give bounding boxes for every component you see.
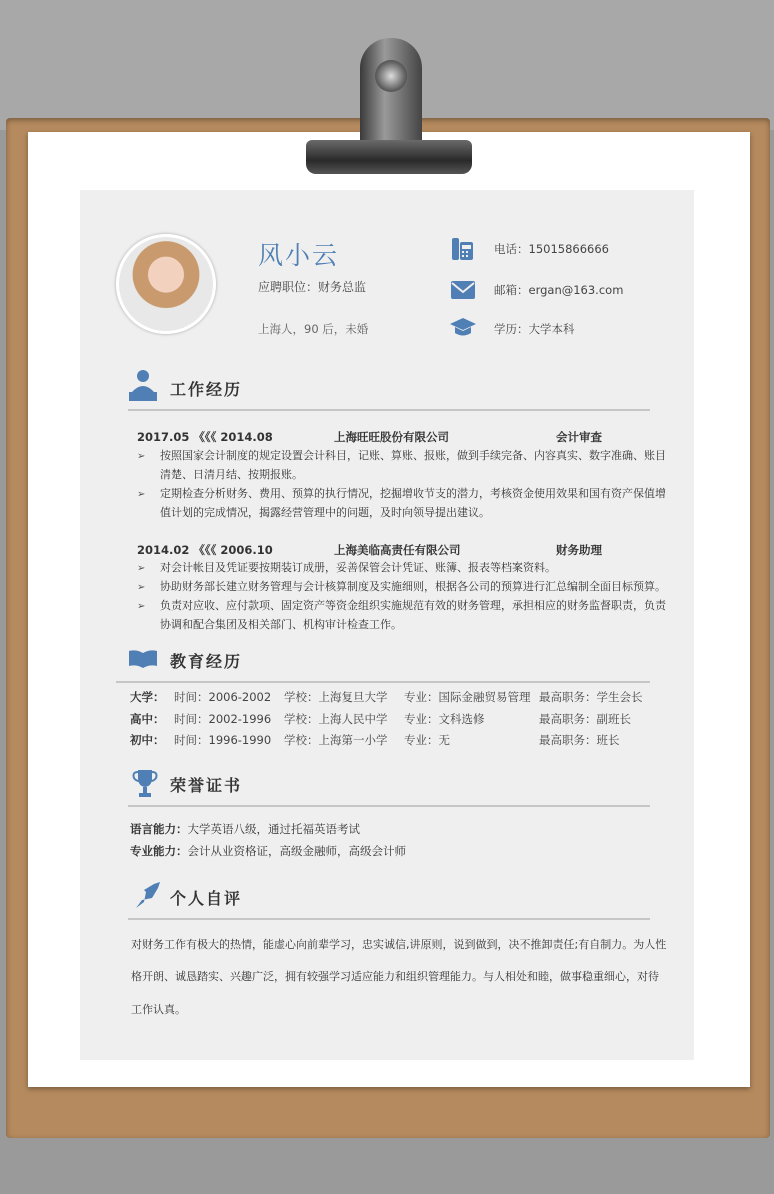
candidate-name: 风小云 bbox=[258, 241, 340, 270]
edu-2-duty: 最高职务：副班长 bbox=[539, 712, 631, 726]
edu-1-duty: 最高职务：学生会长 bbox=[539, 690, 643, 704]
bullet-icon: ➢ bbox=[137, 489, 146, 500]
edu-2-major: 专业：文科选修 bbox=[404, 712, 485, 726]
worker-icon bbox=[128, 368, 158, 402]
work-2-line: 负责对应收、应付款项、固定资产等资金组织实施规范有效的财务管理，承担相应的财务监督职责，负责 bbox=[160, 599, 666, 612]
phone-icon bbox=[450, 236, 474, 262]
work-2-company: 上海美临高责任有限公司 bbox=[334, 543, 461, 557]
edu-3-duty: 最高职务：班长 bbox=[539, 733, 620, 747]
clip-arm bbox=[360, 38, 422, 146]
education-level-text: 学历：大学本科 bbox=[494, 322, 575, 336]
applied-position: 应聘职位：财务总监 bbox=[258, 280, 367, 294]
divider bbox=[116, 681, 650, 683]
email-icon bbox=[450, 280, 476, 300]
honor-language-text: 大学英语八级，通过托福英语考试 bbox=[187, 822, 360, 836]
pen-icon bbox=[134, 880, 164, 910]
bullet-icon: ➢ bbox=[137, 601, 146, 612]
edu-3-time: 时间：1996-1990 bbox=[174, 733, 272, 747]
honor-language-label: 语言能力： bbox=[130, 822, 188, 836]
work-1-line: 值计划的完成情况，揭露经营管理中的问题，及时向领导提出建议。 bbox=[160, 506, 490, 519]
section-title-honors: 荣誉证书 bbox=[170, 776, 243, 795]
work-1-period: 2017.05 《《《 2014.08 bbox=[137, 430, 273, 444]
work-1-line: 清楚、日清月结、按期报账。 bbox=[160, 468, 303, 481]
edu-1-level: 大学： bbox=[130, 690, 165, 704]
self-eval-line: 格开朗、诚恳踏实、兴趣广泛，拥有较强学习适应能力和组织管理能力。与人相处和睦，做事稳重细心，对待 bbox=[131, 970, 659, 983]
edu-1-school: 学校：上海复旦大学 bbox=[284, 690, 388, 704]
honor-professional bbox=[130, 843, 406, 859]
bullet-icon: ➢ bbox=[137, 563, 146, 574]
phone-text: 电话：15015866666 bbox=[494, 242, 609, 256]
section-title-work: 工作经历 bbox=[170, 380, 243, 399]
honor-professional-label: 专业能力： bbox=[130, 844, 188, 858]
trophy-icon bbox=[132, 768, 158, 800]
edu-3-level: 初中： bbox=[130, 733, 165, 747]
self-eval-line: 对财务工作有极大的热情，能虚心向前辈学习，忠实诚信,讲原则，说到做到，决不推卸责任;有自制力。为人性 bbox=[131, 938, 667, 951]
work-2-period: 2014.02 《《《 2006.10 bbox=[137, 543, 273, 557]
work-1-line: 按照国家会计制度的规定设置会计科目，记账、算账、报账，做到手续完备、内容真实、数字准确、账目 bbox=[160, 449, 666, 462]
section-title-education: 教育经历 bbox=[170, 652, 243, 671]
book-icon bbox=[128, 649, 158, 669]
email-text: 邮箱：ergan@163.com bbox=[494, 283, 624, 297]
divider bbox=[128, 409, 650, 411]
section-title-self: 个人自评 bbox=[170, 889, 243, 908]
work-1-company: 上海旺旺股份有限公司 bbox=[334, 430, 449, 444]
work-2-line: 对会计帐目及凭证要按期装订成册，妥善保管会计凭证、账簿、报表等档案资料。 bbox=[160, 561, 556, 574]
divider bbox=[128, 918, 650, 920]
work-2-line: 协助财务部长建立财务管理与会计核算制度及实施细则，根据各公司的预算进行汇总编制全面目标预算。 bbox=[160, 580, 666, 593]
work-2-line: 协调和配合集团及相关部门、机构审计检查工作。 bbox=[160, 618, 402, 631]
edu-2-level: 高中： bbox=[130, 712, 165, 726]
work-1-line: 定期检查分析财务、费用、预算的执行情况，挖掘增收节支的潜力，考核资金使用效果和国有资产保值增 bbox=[160, 487, 666, 500]
honor-language bbox=[130, 821, 360, 837]
basic-info: 上海人，90 后，未婚 bbox=[258, 322, 369, 336]
graduation-cap-icon bbox=[449, 316, 477, 338]
work-2-role: 财务助理 bbox=[556, 543, 602, 557]
clip-hole bbox=[375, 60, 407, 92]
binder-clip bbox=[306, 140, 472, 174]
work-1-role: 会计审查 bbox=[556, 430, 602, 444]
self-eval-line: 工作认真。 bbox=[131, 1003, 186, 1016]
edu-3-school: 学校：上海第一小学 bbox=[284, 733, 388, 747]
edu-2-school: 学校：上海人民中学 bbox=[284, 712, 388, 726]
edu-1-major: 专业：国际金融贸易管理 bbox=[404, 690, 531, 704]
avatar bbox=[116, 234, 216, 334]
edu-1-time: 时间：2006-2002 bbox=[174, 690, 272, 704]
honor-professional-text: 会计从业资格证，高级金融师，高级会计师 bbox=[187, 844, 406, 858]
bullet-icon: ➢ bbox=[137, 582, 146, 593]
edu-2-time: 时间：2002-1996 bbox=[174, 712, 272, 726]
bullet-icon: ➢ bbox=[137, 451, 146, 462]
edu-3-major: 专业：无 bbox=[404, 733, 450, 747]
divider bbox=[128, 805, 650, 807]
